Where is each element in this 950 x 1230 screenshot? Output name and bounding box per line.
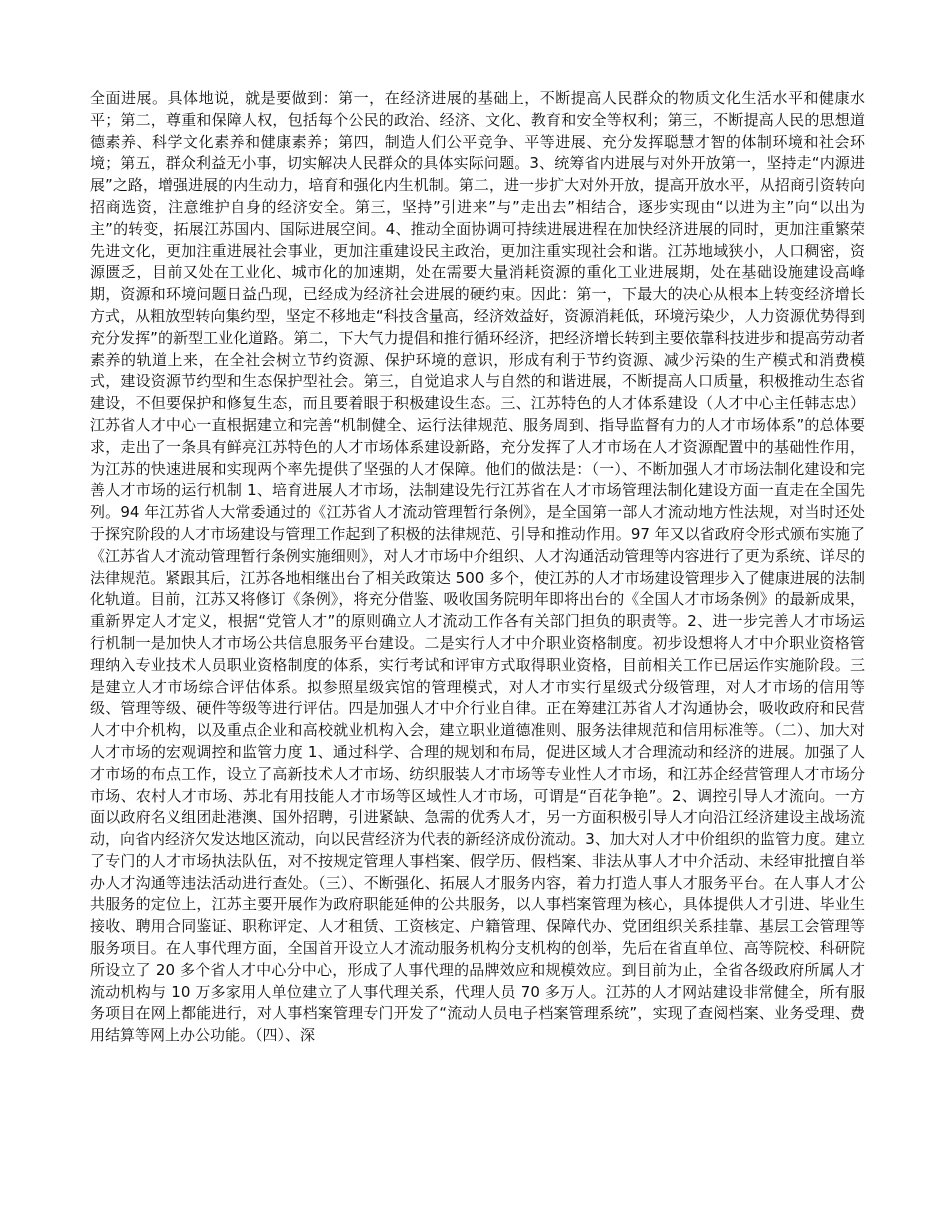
document-page <box>90 88 865 1047</box>
body-paragraph: 全面进展。具体地说，就是要做到：第一，在经济进展的基础上，不断提高人民群众的物质文化生活水平和健康水平；第二，尊重和保障人权，包括每个公民的政治、经济、文化、教育和安全等权利；第三，不断提高人民的思想道德素养、科学文化素养和健康素养；第四，制造人们公平竞争、平等进展、充分发挥聪慧才智的体制环境和社会环境；第五，群众利益无小事，切实解决人民群众的具体实际问题。3、统筹省内进展与对外开放第一，坚持走“内源进展”之路，增强进展的内生动力，培育和强化内生机制。第二，进一步扩大对外开放，提高开放水平，从招商引资转向招商选资，注意维护自身的经济安全。第三，坚持”引进来”与”走出去”相结合，逐步实现由“以进为主”向“以出为主”的转变，拓展江苏国内、国际进展空间。4、推动全面协调可持续进展进程在加快经济进展的同时，更加注重繁荣先进文化，更加注重进展社会事业，更加注重建设民主政治，更加注重实现社会和谐。江苏地域狭小，人口稠密，资源匮乏，目前又处在工业化、城市化的加速期，处在需要大量消耗资源的重化工业进展期，处在基础设施建设高峰期，资源和环境问题日益凸现，已经成为经济社会进展的硬约束。因此：第一，下最大的决心从根本上转变经济增长方式，从粗放型转向集约型，坚定不移地走“科技含量高，经济效益好，资源消耗低，环境污染少，人力资源优势得到充分发挥”的新型工业化道路。第二，下大气力提倡和推行循环经济，把经济增长转到主要依靠科技进步和提高劳动者素养的轨道上来，在全社会树立节约资源、保护环境的意识，形成有利于节约资源、减少污染的生产模式和消费模式，建设资源节约型和生态保护型社会。第三，自觉追求人与自然的和谐进展，不断提高人口质量，积极推动生态省建设，不但要保护和修复生态，而且要着眼于积极建设生态。三、江苏特色的人才体系建设（人才中心主任韩志忠）江苏省人才中心一直根据建立和完善“机制健全、运行法律规范、服务周到、指导监督有力的人才市场体系”的总体要求，走出了一条具有鲜亮江苏特色的人才市场体系建设新路，充分发挥了人才市场在人才资源配置中的基础性作用，为江苏的快速进展和实现两个率先提供了坚强的人才保障。他们的做法是：（一）、不断加强人才市场法制化建设和完善人才市场的运行机制 1、培育进展人才市场，法制建设先行江苏省在人才市场管理法制化建设方面一直走在全国先列。94 年江苏省人大常委通过的《江苏省人才流动管理暂行条例》，是全国第一部人才流动地方性法规，对当时还处于探究阶段的人才市场建设与管理工作起到了积极的法律规范、引导和推动作用。97 年又以省政府令形式颁布实施了《江苏省人才流动管理暂行条例实施细则》，对人才市场中介组织、人才沟通活动管理等内容进行了更为系统、详尽的法律规范。紧跟其后，江苏各地相继出台了相关政策达 500 多个，使江苏的人才市场建设管理步入了健康进展的法制化轨道。目前，江苏又将修订《条例》，将充分借鉴、吸收国务院明年即将出台的《全国人才市场条例》的最新成果，重新界定人才定义，根据“党管人才”的原则确立人才流动工作各有关部门担负的职责等。2、进一步完善人才市场运行机制一是加快人才市场公共信息服务平台建设。二是实行人才中介职业资格制度。初步设想将人才中介职业资格管理纳入专业技术人员职业资格制度的体系，实行考试和评审方式取得职业资格，目前相关工作已居运作实施阶段。三是建立人才市场综合评估体系。拟参照星级宾馆的管理模式，对人才市实行星级式分级管理，对人才市场的信用等级、管理等级、硬件等级等进行评估。四是加强人才中介行业自律。正在筹建江苏省人才沟通协会，吸收政府和民营人才中介机构，以及重点企业和高校就业机构入会，建立职业道德准则、服务法律规范和信用标准等。（二）、加大对人才市场的宏观调控和监管力度 1、通过科学、合理的规划和布局，促进区域人才合理流动和经济的进展。加强了人才市场的布点工作，设立了高新技术人才市场、纺织服装人才市场等专业性人才市场，和江苏企经营管理人才市场分市场、农村人才市场、苏北有用技能人才市场等区域性人才市场，可谓是“百花争艳”。2、调控引导人才流向。一方面以政府名义组团赴港澳、国外招聘，引进紧缺、急需的优秀人才，另一方面积极引导人才向沿江经济建设主战场流动，向省内经济欠发达地区流动，向以民营经济为代表的新经济成份流动。3、加大对人才中价组织的监管力度。建立了专门的人才市场执法队伍，对不按规定管理人事档案、假学历、假档案、非法从事人才中介活动、未经审批擅自举办人才沟通等违法活动进行查处。（三）、不断强化、拓展人才服务内容，着力打造人事人才服务平台。在人事人才公共服务的定位上，江苏主要开展作为政府职能延伸的公共服务，以人事档案管理为核心，具体提供人才引进、毕业生接收、聘用合同鉴证、职称评定、人才租赁、工资核定、户籍管理、保障代办、党团组织关系挂靠、基层工会管理等服务项目。在人事代理方面，全国首开设立人才流动服务机构分支机构的创举，先后在省直单位、高等院校、科研院所设立了 20 多个省人才中心分中心，形成了人事代理的品牌效应和规模效应。到目前为止，全省各级政府所属人才流动机构与 10 万多家用人单位建立了人事代理关系，代理人员 70 多万人。江苏的人才网站建设非常健全，所有服务项目在网上都能进行，对人事档案管理专门开发了“流动人员电子档案管理系统”，实现了查阅档案、业务受理、费用结算等网上办公功能。（四）、深 <box>90 89 865 1045</box>
